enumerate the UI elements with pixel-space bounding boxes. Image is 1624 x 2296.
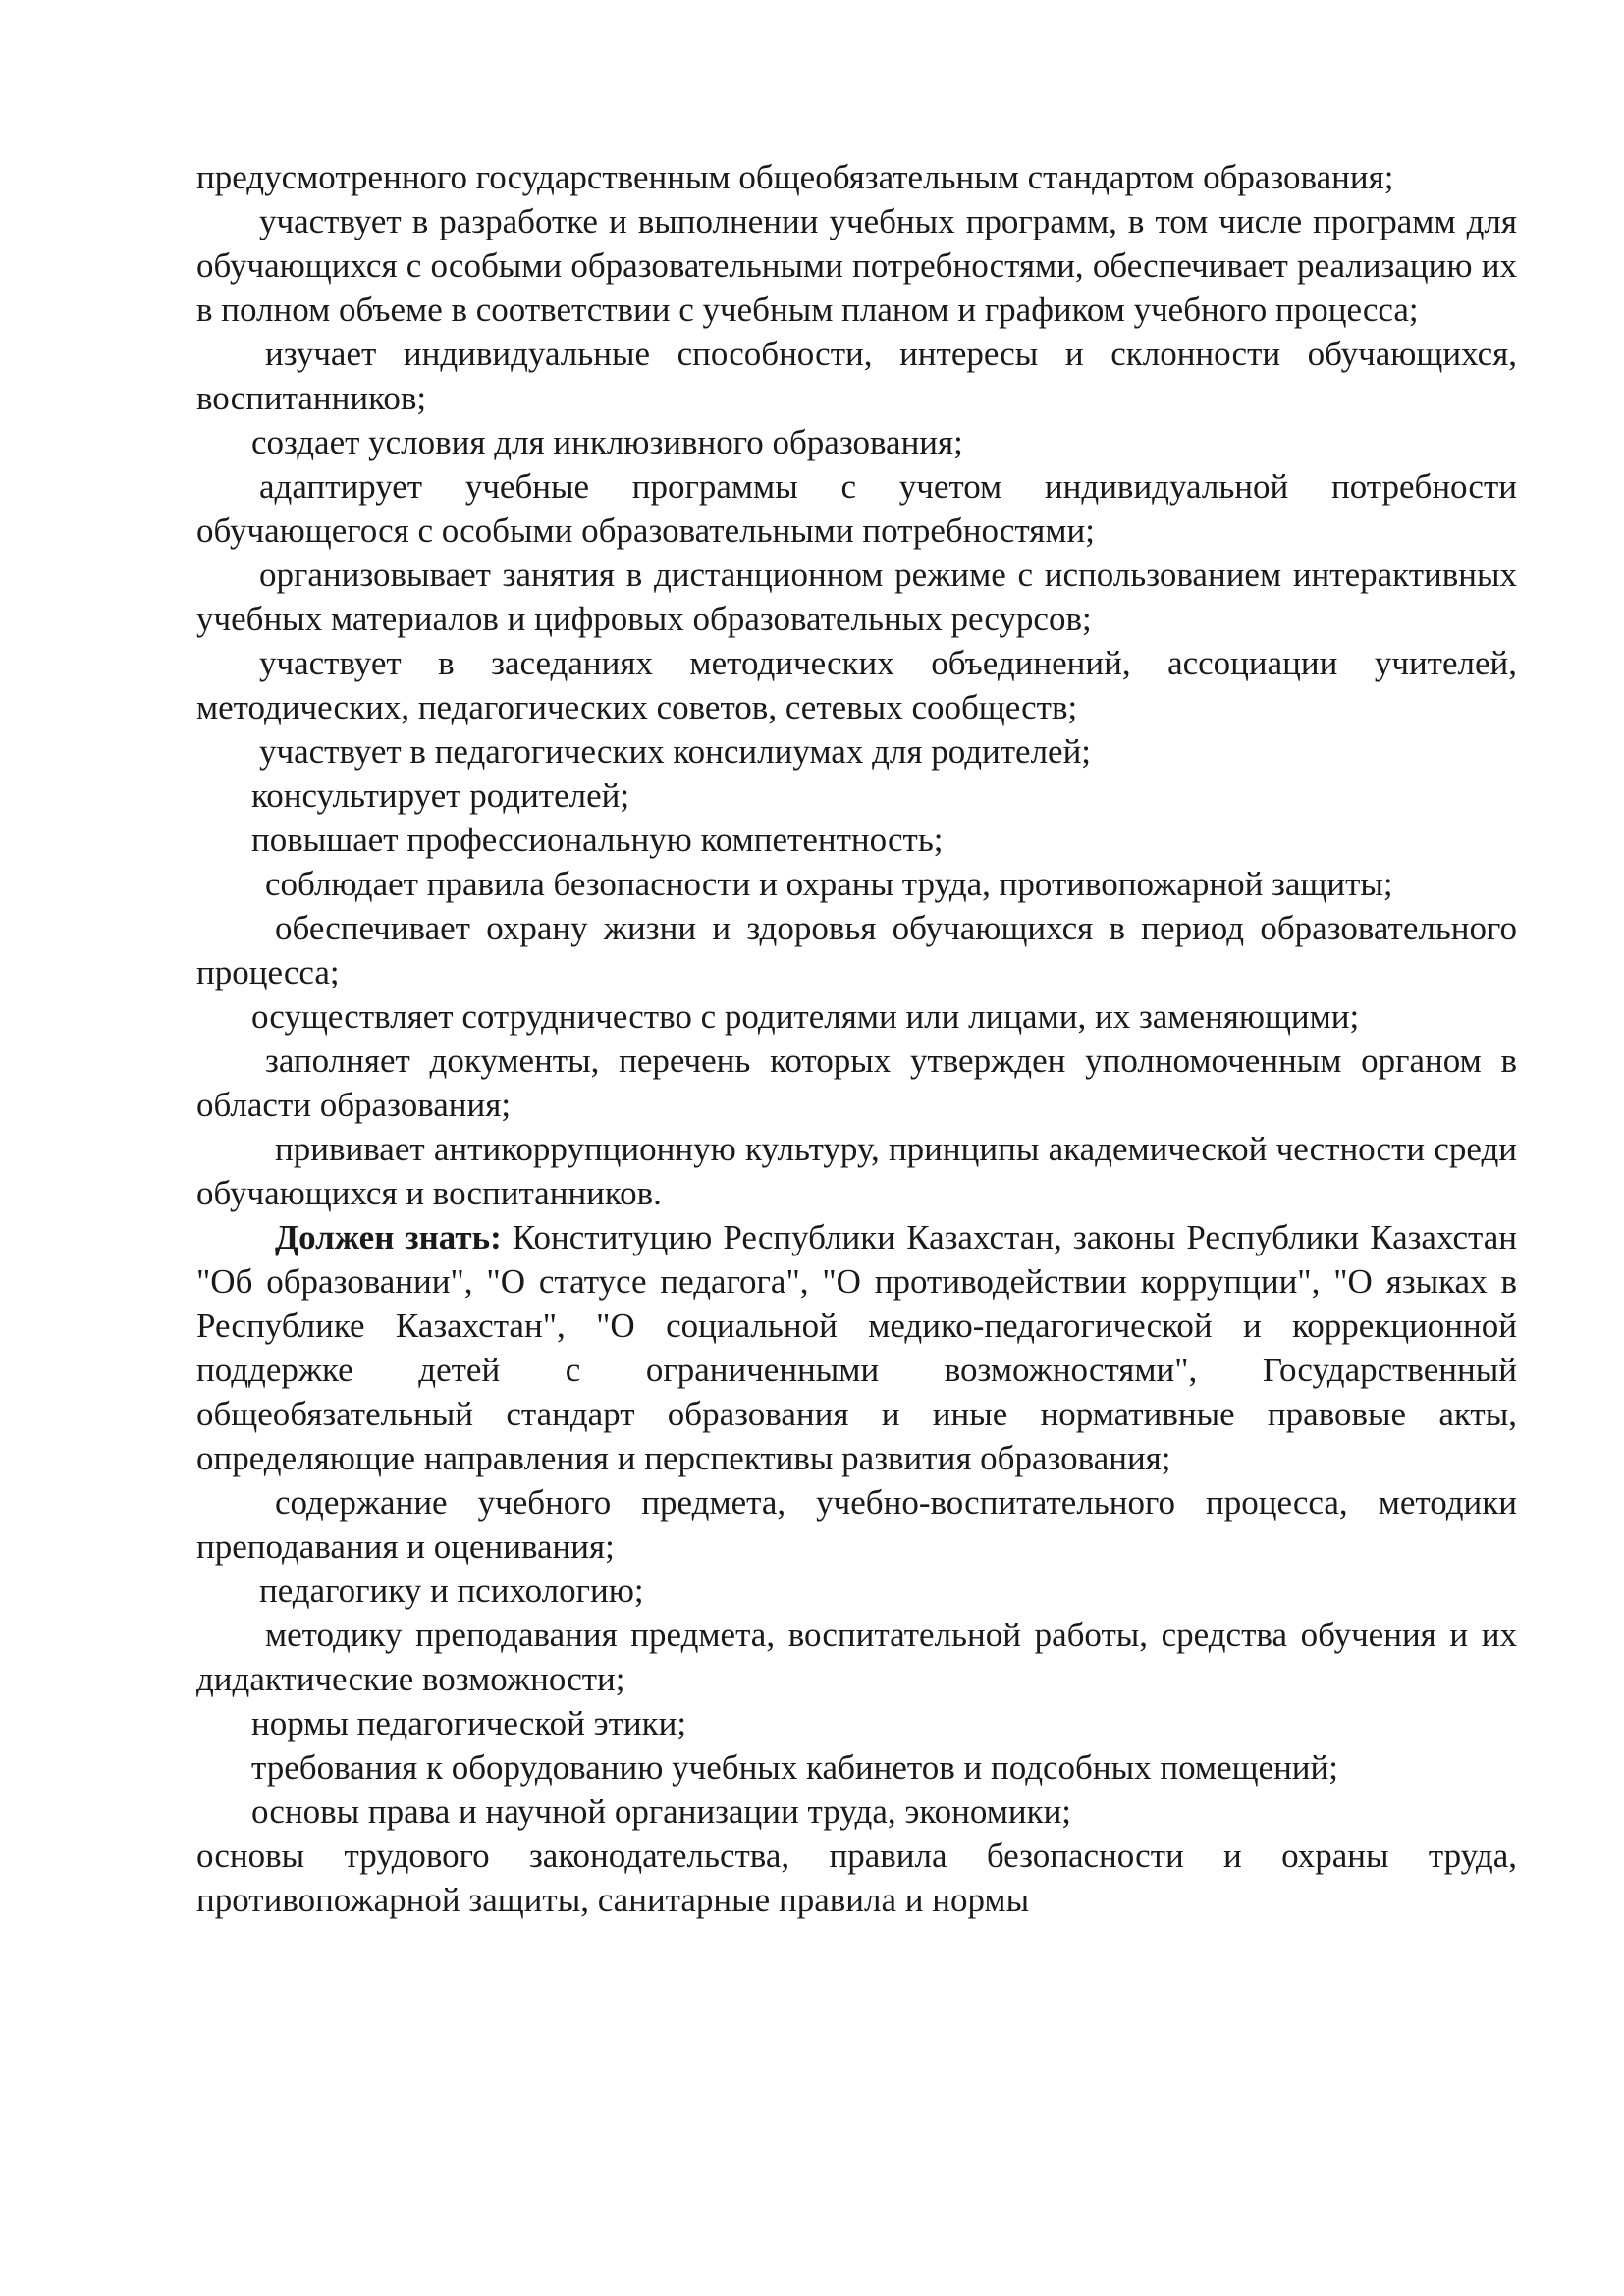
paragraph-consiliums: участвует в педагогических консилиумах для родителей; [259,732,1092,771]
paragraph-methodology: методику преподавания предмета, воспитательной работы, средства обучения и их дидактические возможности; [196,1616,1517,1698]
paragraph-methodical-meetings: участвует в заседаниях методических объединений, ассоциации учителей, методических, педагогических советов, сетевых сообществ; [196,644,1517,726]
paragraph-anticorruption: прививает антикоррупционную культуру, принципы академической честности среди обучающихся и воспитанников. [196,1130,1517,1212]
paragraph-distance-learning: организовывает занятия в дистанционном режиме с использованием интерактивных учебных материалов и цифровых образовательных ресурсов; [196,556,1517,638]
paragraph-cooperation: осуществляет сотрудничество с родителями или лицами, их заменяющими; [251,997,1360,1036]
paragraph-abilities: изучает индивидуальные способности, интересы и склонности обучающихся, воспитанников; [196,335,1517,417]
paragraph-inclusive: создает условия для инклюзивного образования; [251,423,963,461]
paragraph-life-protection: обеспечивает охрану жизни и здоровья обучающихся в период образовательного процесса; [196,909,1517,991]
paragraph-labor-law: основы трудового законодательства, правила безопасности и охраны труда, противопожарной защиты, санитарные правила и нормы [196,1837,1517,1919]
paragraph-competence: повышает профессиональную компетентность; [251,821,944,859]
paragraph-pedagogy: педагогику и психологию; [259,1572,644,1610]
paragraph-curriculum: участвует в разработке и выполнении учебных программ, в том числе программ для обучающихся с особыми образовательными потребностями, обеспечивает реализацию их в полном объеме в соответствии с учебным планом и графиком учебного процесса; [196,202,1517,329]
must-know-text: Конституцию Республики Казахстан, законы Республики Казахстан "Об образовании", "О статусе педагога", "О противодействии коррупции", "О языках в Республике Казахстан", "О социальной медико-педагогической и коррекционной поддержке детей с ограниченными возможностями", Государственный общеобязательный стандарт образования и иные нормативные правовые акты, определяющие направления и перспективы развития образования; [196,1218,1517,1477]
must-know-heading: Должен знать: [275,1218,502,1256]
paragraph-law-basics: основы права и научной организации труда, экономики; [251,1792,1072,1831]
paragraph-adapts-programs: адаптирует учебные программы с учетом индивидуальной потребности обучающегося с особыми образовательными потребностями; [196,467,1517,550]
paragraph-consults-parents: консультирует родителей; [251,776,630,815]
paragraph-subject-content: содержание учебного предмета, учебно-воспитательного процесса, методики преподавания и оценивания; [196,1483,1517,1566]
paragraph-standard-continuation: предусмотренного государственным общеобязательным стандартом образования; [196,158,1394,196]
paragraph-ethics: нормы педагогической этики; [251,1704,687,1742]
paragraph-safety-rules: соблюдает правила безопасности и охраны труда, противопожарной защиты; [265,865,1393,903]
paragraph-must-know [196,1215,1517,1480]
paragraph-equipment: требования к оборудованию учебных кабинетов и подсобных помещений; [251,1748,1338,1787]
paragraph-documents: заполняет документы, перечень которых утвержден уполномоченным органом в области образования; [196,1041,1517,1124]
